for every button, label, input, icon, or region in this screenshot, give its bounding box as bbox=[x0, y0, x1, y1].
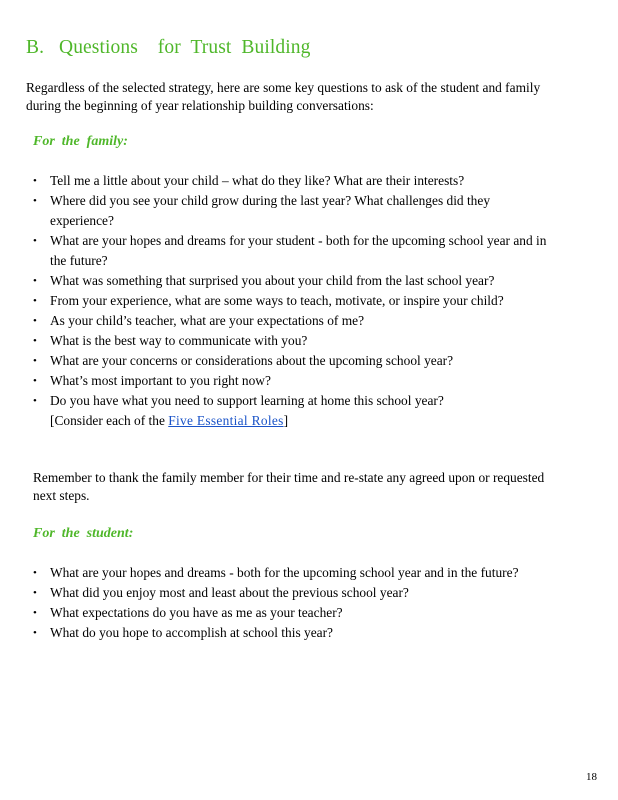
family-question-item bbox=[33, 191, 553, 231]
family-question-text: As your child’s teacher, what are your expectations of me? bbox=[50, 313, 365, 328]
bullet-icon: • bbox=[33, 567, 37, 579]
bullet-icon: • bbox=[33, 375, 37, 387]
student-question-text: What did you enjoy most and least about the previous school year? bbox=[50, 585, 409, 600]
student-question-text: What do you hope to accomplish at school this year? bbox=[50, 625, 333, 640]
student-question-item bbox=[33, 563, 553, 583]
student-question-item bbox=[33, 603, 553, 623]
family-question-text: What was something that surprised you about your child from the last school year? bbox=[50, 273, 495, 288]
family-question-item bbox=[33, 331, 553, 351]
family-subheading: For the family: bbox=[33, 134, 128, 149]
bullet-icon: • bbox=[33, 315, 37, 327]
student-question-text: What are your hopes and dreams - both for the upcoming school year and in the future? bbox=[50, 565, 519, 580]
intro-paragraph: Regardless of the selected strategy, here are some key questions to ask of the student and family during the beginning of year relationship building conversations: bbox=[26, 80, 541, 113]
family-question-text: What’s most important to you right now? bbox=[50, 373, 271, 388]
consider-prefix: [Consider each of the bbox=[50, 413, 169, 428]
consider-line bbox=[33, 411, 553, 431]
bullet-icon: • bbox=[33, 627, 37, 639]
bullet-icon: • bbox=[33, 235, 37, 247]
bullet-icon: • bbox=[33, 607, 37, 619]
family-question-text: What is the best way to communicate with you? bbox=[50, 333, 308, 348]
bullet-icon: • bbox=[33, 335, 37, 347]
five-essential-roles-link[interactable]: Five Essential Roles bbox=[168, 413, 284, 428]
student-question-item bbox=[33, 583, 553, 603]
bullet-icon: • bbox=[33, 395, 37, 407]
family-question-item bbox=[33, 371, 553, 391]
student-question-text: What expectations do you have as me as your teacher? bbox=[50, 605, 343, 620]
bullet-icon: • bbox=[33, 587, 37, 599]
bullet-icon: • bbox=[33, 275, 37, 287]
family-question-item bbox=[33, 391, 553, 411]
family-question-item bbox=[33, 271, 553, 291]
family-question-item bbox=[33, 231, 553, 271]
family-question-text: Where did you see your child grow during the last year? What challenges did they experience? bbox=[50, 193, 491, 228]
reminder-paragraph: Remember to thank the family member for their time and re-state any agreed upon or requested next steps. bbox=[33, 470, 545, 503]
page-number: 18 bbox=[586, 771, 597, 783]
family-question-item bbox=[33, 291, 553, 311]
bullet-icon: • bbox=[33, 295, 37, 307]
family-question-text: From your experience, what are some ways to teach, motivate, or inspire your child? bbox=[50, 293, 504, 308]
family-question-item bbox=[33, 311, 553, 331]
family-question-item bbox=[33, 351, 553, 371]
consider-suffix: ] bbox=[283, 413, 289, 428]
family-question-list bbox=[33, 171, 553, 431]
student-question-list bbox=[33, 563, 553, 643]
bullet-icon: • bbox=[33, 175, 37, 187]
student-question-item bbox=[33, 623, 553, 643]
family-question-text: What are your concerns or considerations about the upcoming school year? bbox=[50, 353, 454, 368]
section-heading: B. Questions for Trust Building bbox=[26, 37, 311, 58]
bullet-icon: • bbox=[33, 355, 37, 367]
family-question-item bbox=[33, 171, 553, 191]
student-subheading: For the student: bbox=[33, 526, 134, 541]
bullet-icon: • bbox=[33, 195, 37, 207]
family-question-text: What are your hopes and dreams for your student - both for the upcoming school year and in the future? bbox=[50, 233, 547, 268]
family-question-text: Do you have what you need to support learning at home this school year? bbox=[50, 393, 444, 408]
family-question-text: Tell me a little about your child – what do they like? What are their interests? bbox=[50, 173, 465, 188]
